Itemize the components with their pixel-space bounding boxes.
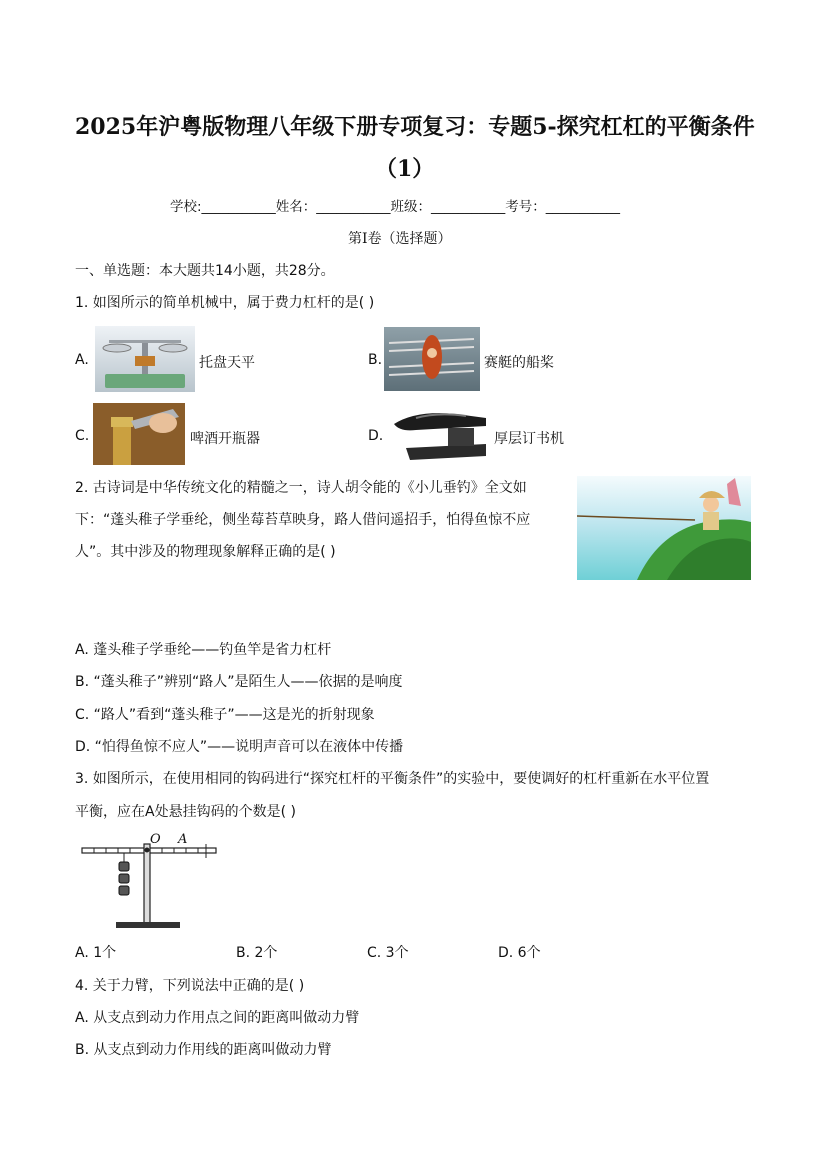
- child-fishing-image: [577, 476, 751, 580]
- question-2-stem-line3: 人”。其中涉及的物理现象解释正确的是( ): [75, 544, 336, 560]
- q3-option-b: B. 2个: [236, 945, 278, 961]
- q1-option-b-letter: B.: [368, 352, 383, 368]
- q1-option-c-text: 啤酒开瓶器: [190, 431, 260, 447]
- q2-option-d: D. “怕得鱼惊不应人”——说明声音可以在液体中传播: [75, 739, 404, 755]
- question-2-stem-line1: 2. 古诗词是中华传统文化的精髓之一，诗人胡令能的《小儿垂钓》全文如: [75, 480, 527, 496]
- section-heading: 一、单选题：本大题共14小题，共28分。: [75, 263, 335, 279]
- page-title: 2025年沪粤版物理八年级下册专项复习：专题5-探究杠杠的平衡条件: [75, 114, 755, 140]
- q3-option-d: D. 6个: [498, 945, 541, 961]
- q3-option-c: C. 3个: [367, 945, 409, 961]
- q1-option-b-text: 赛艇的船桨: [484, 355, 554, 371]
- q1-option-d-letter: D.: [368, 428, 384, 444]
- question-3-stem-line2: 平衡，应在A处悬挂钩码的个数是( ): [75, 804, 296, 820]
- stapler-image: [386, 404, 490, 466]
- student-info-line: 学校:___________姓名：___________班级：___________考号：___________: [170, 199, 621, 215]
- q4-option-b: B. 从支点到动力作用线的距离叫做动力臂: [75, 1042, 332, 1058]
- lever-diagram: [78, 830, 224, 932]
- bottle-opener-image: [93, 403, 185, 465]
- balance-scale-image: [95, 326, 195, 392]
- q1-option-a-letter: A.: [75, 352, 89, 368]
- q3-option-a: A. 1个: [75, 945, 117, 961]
- page-title-line2: （1）: [375, 156, 435, 182]
- pivot-label: O: [150, 832, 161, 847]
- point-a-label: A: [178, 832, 188, 847]
- question-2-stem-line2: 下：“蓬头稚子学垂纶，侧坐莓苔草映身，路人借问遥招手，怕得鱼惊不应: [75, 512, 531, 528]
- question-1-stem: 1. 如图所示的简单机械中，属于费力杠杆的是( ): [75, 295, 375, 311]
- q1-option-a-text: 托盘天平: [199, 355, 255, 371]
- q4-option-a: A. 从支点到动力作用点之间的距离叫做动力臂: [75, 1010, 360, 1026]
- q1-option-c-letter: C.: [75, 428, 90, 444]
- question-4-stem: 4. 关于力臂，下列说法中正确的是( ): [75, 978, 305, 994]
- q2-option-a: A. 蓬头稚子学垂纶——钓鱼竿是省力杠杆: [75, 642, 332, 658]
- q1-option-d-text: 厚层订书机: [494, 431, 564, 447]
- rowing-oars-image: [384, 327, 480, 391]
- volume-heading: 第I卷（选择题）: [348, 231, 452, 247]
- q2-option-c: C. “路人”看到“蓬头稚子”——这是光的折射现象: [75, 707, 375, 723]
- q2-option-b: B. “蓬头稚子”辨别“路人”是陌生人——依据的是响度: [75, 674, 403, 690]
- question-3-stem-line1: 3. 如图所示，在使用相同的钩码进行“探究杠杆的平衡条件”的实验中，要使调好的杠杆重新在水平位置: [75, 771, 710, 787]
